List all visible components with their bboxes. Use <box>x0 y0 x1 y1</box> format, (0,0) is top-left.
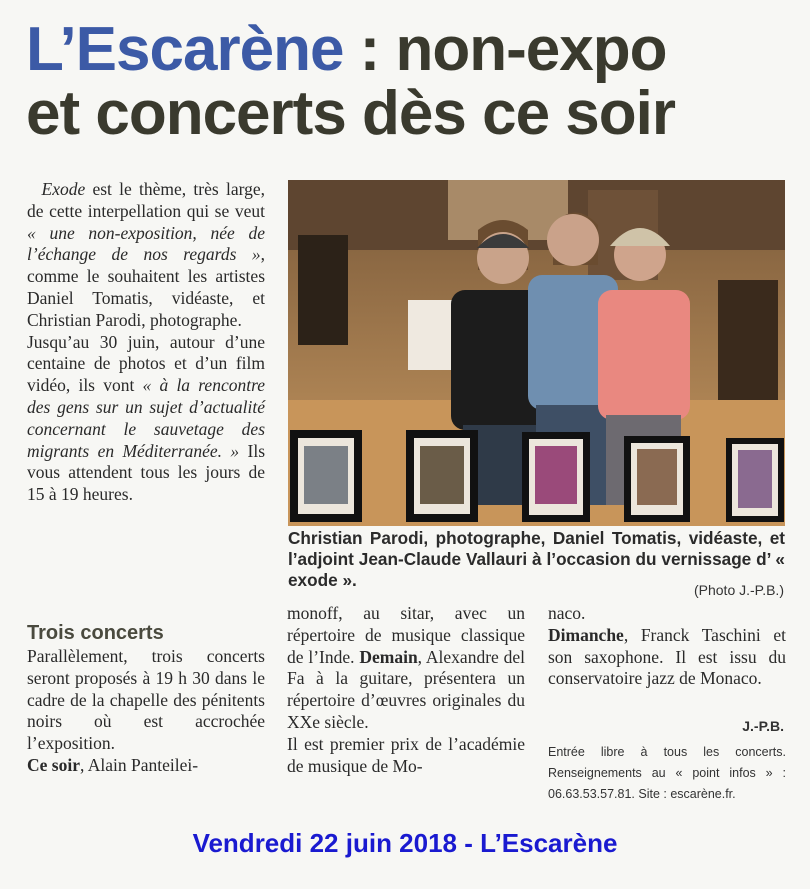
paragraph: Il est premier prix de l’académie de musique de Mo- <box>287 733 525 776</box>
text: est le thème, très large, de cette interpellation qui se veut <box>27 179 265 221</box>
practical-info: Entrée libre à tous les concerts. Renseignements au « point infos » : 06.63.53.57.81. Site : escarène.fr. <box>548 745 786 801</box>
paragraph <box>287 603 525 734</box>
text: , Alexandre del Fa à la guitare, présentera un répertoire d’œuvres originales du XXe siècle. <box>287 646 525 732</box>
subheading: Trois concerts <box>27 622 164 644</box>
photo-caption: Christian Parodi, photographe, Daniel Tomatis, vidéaste, et l’adjoint Jean-Claude Vallauri à l’occasion du vernissage d’ « exode ». <box>288 528 785 590</box>
headline-place: L’Escarène <box>26 15 344 84</box>
paragraph <box>27 332 265 506</box>
paragraph <box>27 755 265 777</box>
italic-title: Exode <box>41 179 86 199</box>
text: Jusqu’au 30 juin, autour d’une centaine de photos et d’un film vidéo, ils vont <box>27 331 265 396</box>
author-signature: J.-P.B. <box>742 718 784 734</box>
paragraph: naco. <box>548 603 586 623</box>
headline-line1: : non-expo <box>343 15 667 84</box>
headline-line2: et concerts dès ce soir <box>26 79 675 148</box>
photo-illustration <box>288 180 785 526</box>
bold-lead: Ce soir <box>27 754 80 775</box>
paragraph <box>548 625 786 690</box>
bold-lead: Demain <box>359 646 418 667</box>
bold-lead: Dimanche <box>548 624 624 645</box>
text: , Alain Panteilei- <box>79 754 199 775</box>
article-column-1 <box>27 179 265 506</box>
photo <box>288 180 785 526</box>
paragraph <box>27 179 265 332</box>
photo-credit: (Photo J.-P.B.) <box>693 582 784 598</box>
headline <box>26 15 786 148</box>
date-footer: Vendredi 22 juin 2018 - L’Escarène <box>192 828 618 858</box>
article-column-3 <box>548 603 786 690</box>
article-column-1b <box>27 646 265 777</box>
text: Ils vous attendent tous les jours de 15 à 19 heures. <box>27 440 265 505</box>
text: , comme le souhaitent les artistes Daniel Tomatis, vidéaste, et Christian Parodi, photographe. <box>27 244 265 330</box>
paragraph: Parallèlement, trois concerts seront proposés à 19 h 30 dans le cadre de la chapelle des pénitents noirs où est accrochée l’exposition. <box>27 646 265 754</box>
text: , Franck Taschini et son saxophone. Il est issu du conservatoire jazz de Monaco. <box>548 624 786 689</box>
text: monoff, au sitar, avec un répertoire de musique classique de l’Inde. <box>287 603 525 667</box>
article-column-2 <box>287 603 525 777</box>
quote: « une non-exposition, née de l’échange de nos regards » <box>27 222 265 265</box>
quote: « à la rencontre des gens sur un sujet d’actualité concernant le sauvetage des migrants en Méditerranée. » <box>27 375 265 461</box>
